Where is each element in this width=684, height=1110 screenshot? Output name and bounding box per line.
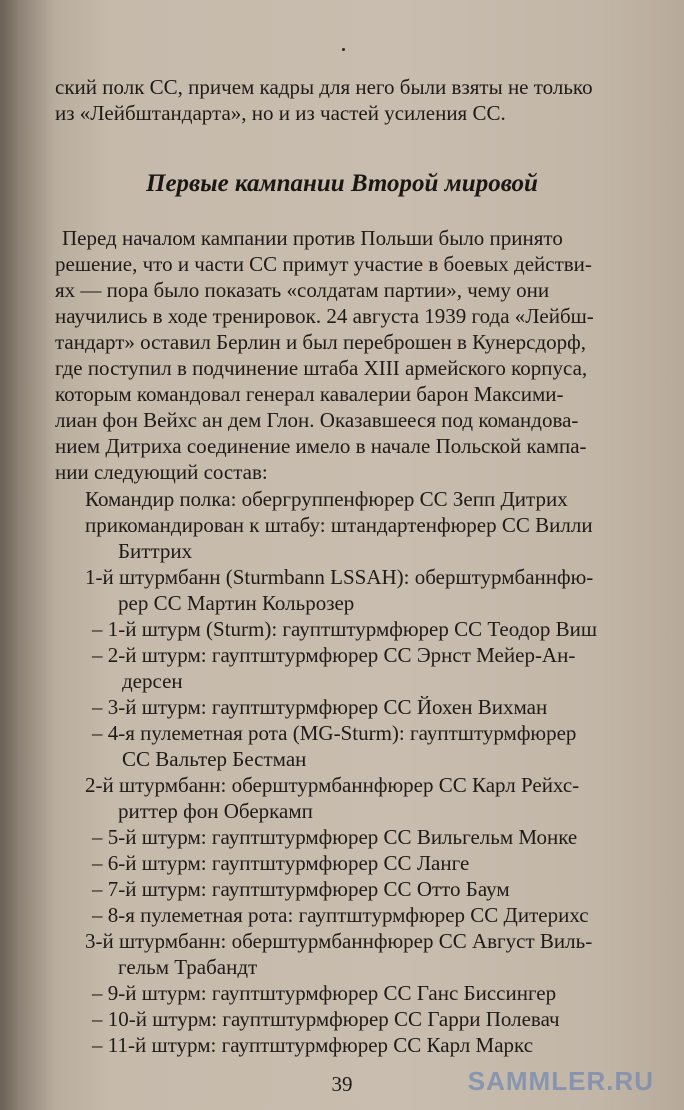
list-line: – 10-й штурм: гауптштурмфюрер СС Гарри Полевач bbox=[92, 1007, 560, 1031]
list-line: – 11-й штурм: гауптштурмфюрер СС Карл Маркс bbox=[92, 1033, 534, 1057]
page-number: 39 bbox=[331, 1072, 353, 1096]
paragraph-line: лиан фон Вейхс ан дем Глон. Оказавшееся под командова- bbox=[55, 408, 579, 432]
list-line: – 7-й штурм: гауптштурмфюрер СС Отто Баум bbox=[92, 877, 510, 901]
list-line: прикомандирован к штабу: штандартенфюрер СС Вилли bbox=[85, 513, 593, 537]
paragraph-line: где поступил в подчинение штаба XIII армейского корпуса, bbox=[55, 356, 588, 380]
intro-line-2: из «Лейбштандарта», но и из частей усиления СС. bbox=[55, 101, 506, 125]
list-line: – 3-й штурм: гауптштурмфюрер СС Йохен Вихман bbox=[92, 695, 548, 719]
list-line: – 4-я пулеметная рота (MG-Sturm): гауптштурмфюрер bbox=[92, 721, 577, 745]
list-line: 3-й штурмбанн: оберштурмбаннфюрер СС Август Виль- bbox=[85, 929, 593, 953]
list-line: Биттрих bbox=[118, 539, 193, 563]
list-line: гельм Трабандт bbox=[118, 955, 258, 979]
ink-speck bbox=[342, 48, 345, 51]
list-line: риттер фон Оберкамп bbox=[118, 799, 313, 823]
list-line: – 5-й штурм: гауптштурмфюрер СС Вильгельм Монке bbox=[92, 825, 578, 849]
paragraph-line: которым командовал генерал кавалерии барон Максими- bbox=[55, 382, 564, 406]
paragraph-line: нием Дитриха соединение имело в начале Польской кампа- bbox=[55, 434, 587, 458]
paragraph-line: Перед началом кампании против Польши было принято bbox=[62, 226, 563, 250]
list-line: – 1-й штурм (Sturm): гауптштурмфюрер СС Теодор Виш bbox=[92, 617, 597, 641]
list-line: Командир полка: обергруппенфюрер СС Зепп Дитрих bbox=[85, 487, 568, 511]
list-line: СС Вальтер Бестман bbox=[122, 747, 307, 771]
watermark-logo: SAMMLER.RU bbox=[467, 1066, 654, 1096]
list-line: дерсен bbox=[122, 669, 183, 693]
paragraph-line: решение, что и части СС примут участие в боевых действи- bbox=[55, 252, 592, 276]
paragraph-line: тандарт» оставил Берлин и был переброшен в Кунерсдорф, bbox=[55, 330, 587, 354]
list-line: 2-й штурмбанн: оберштурмбаннфюрер СС Карл Рейхс- bbox=[85, 773, 580, 797]
section-heading: Первые кампании Второй мировой bbox=[146, 170, 538, 197]
list-line: 1-й штурмбанн (Sturmbann LSSAH): оберштурмбаннфю- bbox=[85, 565, 594, 589]
list-line: – 6-й штурм: гауптштурмфюрер СС Ланге bbox=[92, 851, 470, 875]
list-line: – 8-я пулеметная рота: гауптштурмфюрер СС Дитерихс bbox=[92, 903, 589, 927]
paragraph-line: научились в ходе тренировок. 24 августа 1939 года «Лейбш- bbox=[55, 304, 594, 328]
list-line: – 9-й штурм: гауптштурмфюрер СС Ганс Биссингер bbox=[92, 981, 557, 1005]
list-line: – 2-й штурм: гауптштурмфюрер СС Эрнст Мейер-Ан- bbox=[92, 643, 576, 667]
list-line: рер СС Мартин Кольрозер bbox=[118, 591, 355, 615]
paragraph-line: ях — пора было показать «солдатам партии», чему они bbox=[55, 278, 550, 302]
paragraph-line: нии следующий состав: bbox=[55, 460, 268, 484]
intro-line-1: ский полк СС, причем кадры для него были взяты не только bbox=[55, 75, 593, 99]
